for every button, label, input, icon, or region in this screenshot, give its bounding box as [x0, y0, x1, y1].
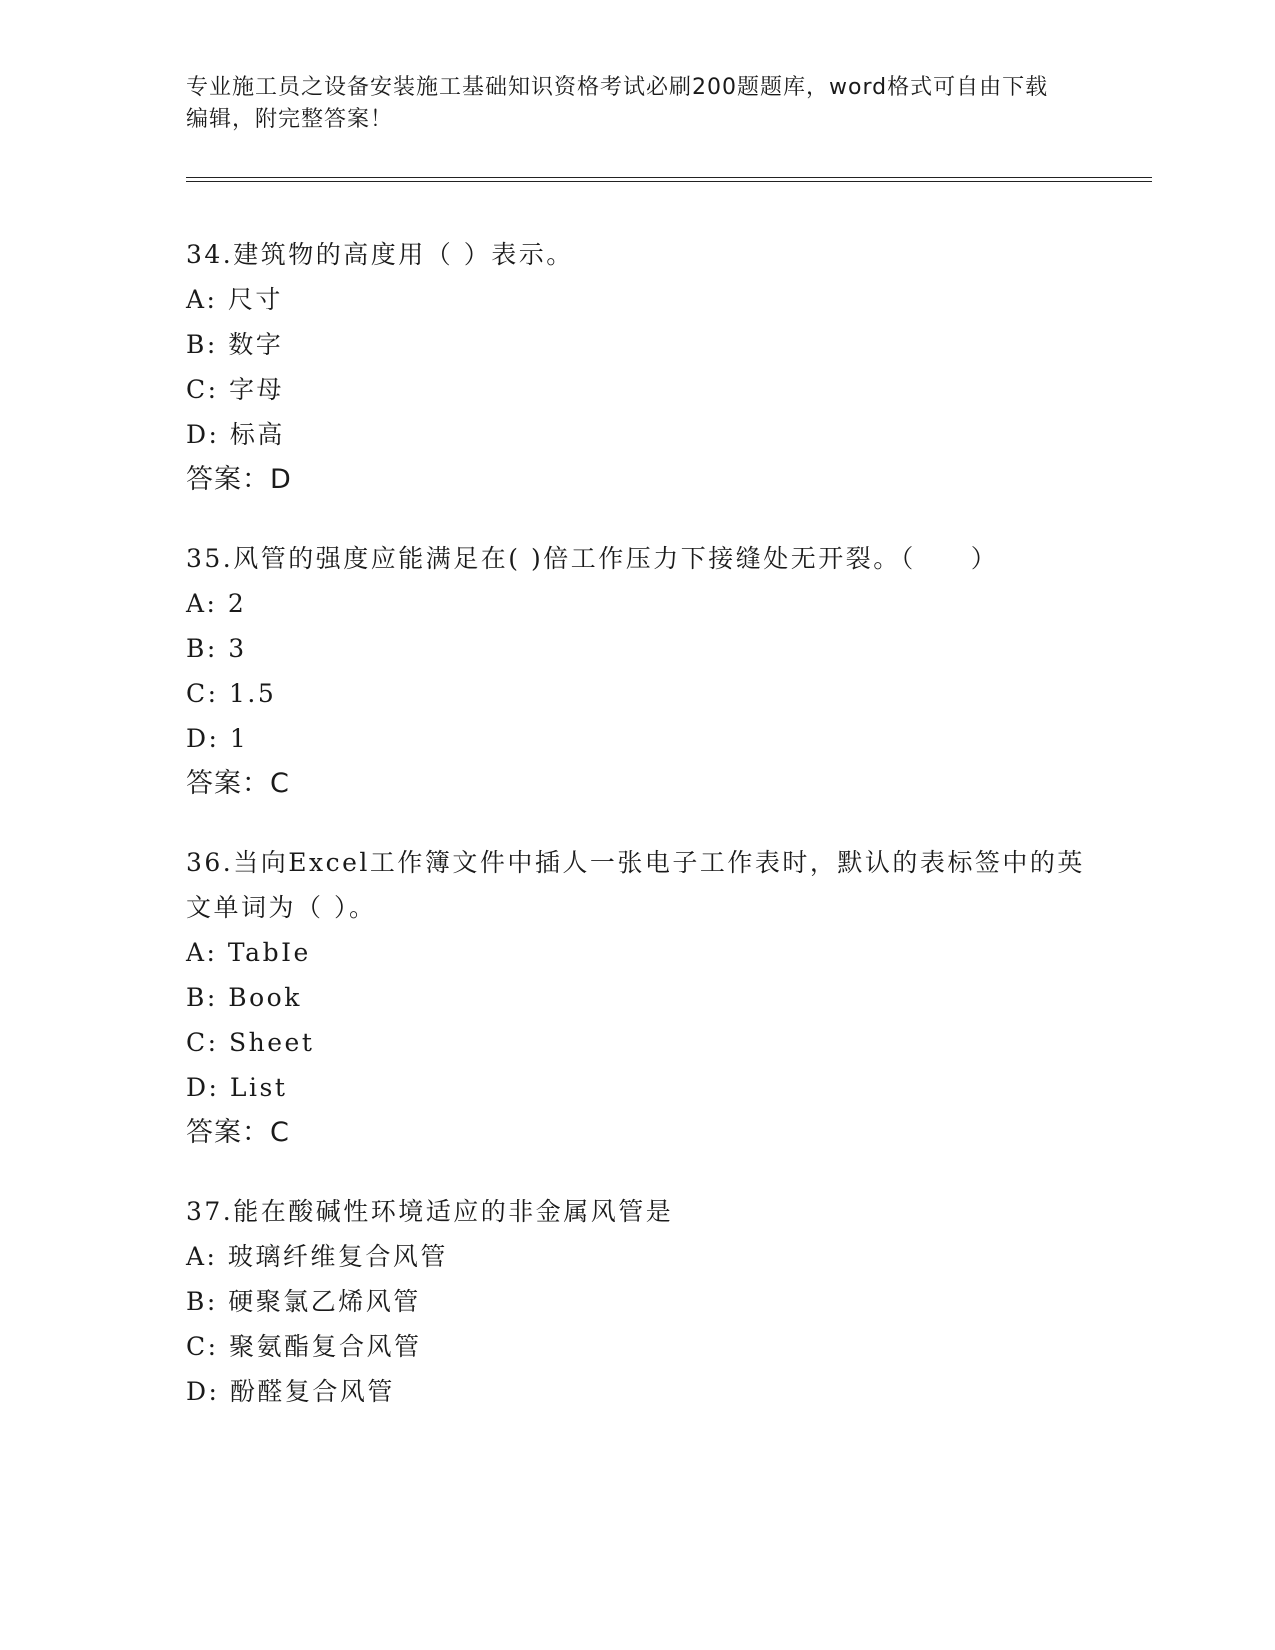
option-a: A: 玻璃纤维复合风管 — [186, 1242, 448, 1271]
document-header: 专业施工员之设备安装施工基础知识资格考试必刷200题题库，word格式可自由下载编辑，附完整答案！ — [186, 75, 1049, 132]
question-stem: 34.建筑物的高度用（ ）表示。 — [186, 240, 574, 269]
option-a: A: TabIe — [186, 938, 311, 967]
question-stem: 37.能在酸碱性环境适应的非金属风管是 — [186, 1197, 674, 1226]
question-stem: 36.当向Excel工作簿文件中插人一张电子工作表时，默认的表标签中的英文单词为（ ）。 — [186, 848, 1085, 922]
option-d: D: 酚醛复合风管 — [186, 1377, 395, 1406]
question-35 — [186, 536, 1086, 806]
answer-line: 答案：D — [186, 464, 292, 495]
question-stem: 35.风管的强度应能满足在( )倍工作压力下接缝处无开裂。（ ） — [186, 544, 999, 573]
option-a: A: 尺寸 — [186, 285, 283, 314]
option-c: C: 字母 — [186, 375, 284, 404]
question-37 — [186, 1189, 1086, 1414]
question-34 — [186, 232, 1086, 502]
answer-line: 答案：C — [186, 768, 290, 799]
option-b: B: 3 — [186, 634, 247, 663]
option-b: B: 硬聚氯乙烯风管 — [186, 1287, 421, 1316]
option-d: D: 1 — [186, 724, 249, 753]
question-list — [186, 232, 1086, 1448]
option-c: C: 1.5 — [186, 679, 277, 708]
option-a: A: 2 — [186, 589, 247, 618]
question-36 — [186, 840, 1086, 1155]
header-divider — [186, 177, 1152, 182]
option-b: B: 数字 — [186, 330, 284, 359]
option-c: C: 聚氨酯复合风管 — [186, 1332, 422, 1361]
answer-line: 答案：C — [186, 1117, 290, 1148]
option-c: C: Sheet — [186, 1028, 315, 1057]
option-b: B: Book — [186, 983, 302, 1012]
option-d: D: 标高 — [186, 420, 285, 449]
option-d: D: List — [186, 1073, 288, 1102]
